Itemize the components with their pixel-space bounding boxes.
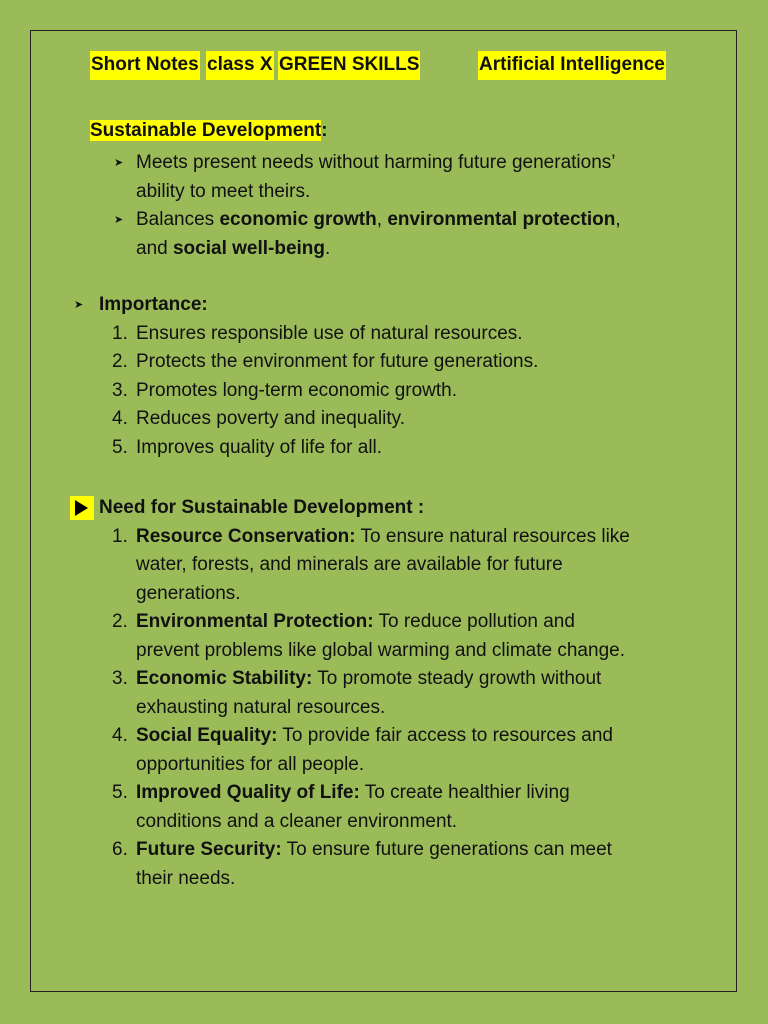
sd-bullet1-line2: ability to meet theirs.	[136, 180, 311, 202]
text-run: To create healthier living	[359, 782, 570, 803]
list-item	[0, 377, 768, 406]
list-item-continuation	[0, 865, 768, 894]
bold-term: Future Security:	[136, 839, 282, 860]
need-item-line2: opportunities for all people.	[136, 753, 365, 775]
need-item-line1	[136, 779, 570, 808]
list-item	[0, 206, 768, 235]
need-item-line2: exhausting natural resources.	[136, 696, 386, 718]
bold-term: Social Equality:	[136, 725, 278, 746]
need-item-line1	[136, 608, 575, 637]
importance-section	[0, 291, 768, 462]
list-item	[0, 320, 768, 349]
sd-title-colon: :	[321, 120, 328, 141]
list-number: 1.	[112, 525, 128, 547]
bold-term: Resource Conservation:	[136, 525, 356, 547]
bold-term: social well-being	[172, 237, 326, 259]
text-run: ,	[376, 209, 388, 230]
section-heading-row	[0, 494, 768, 523]
text-run: To ensure natural resources like	[355, 525, 630, 547]
sd-bullet2-line2	[136, 235, 330, 264]
list-number: 6.	[112, 839, 128, 860]
list-item	[0, 149, 768, 178]
list-item-continuation	[0, 694, 768, 723]
header-subject: Artificial Intelligence	[478, 51, 666, 80]
highlighted-arrow-icon	[70, 496, 94, 520]
bold-term: environmental protection	[387, 209, 616, 230]
list-item-continuation	[0, 637, 768, 666]
text-run: To provide fair access to resources and	[277, 725, 613, 746]
importance-item: Promotes long-term economic growth.	[136, 379, 458, 401]
header-green-skills: GREEN SKILLS	[278, 51, 420, 80]
arrow-bullet-icon: ➤	[114, 157, 124, 169]
need-item-line1	[136, 523, 630, 552]
need-item-line1	[136, 665, 601, 694]
list-item	[0, 405, 768, 434]
list-number: 3.	[112, 379, 128, 401]
list-number: 4.	[112, 725, 128, 746]
list-number: 1.	[112, 322, 128, 344]
need-title: Need for Sustainable Development :	[99, 497, 425, 518]
section-heading-row	[0, 291, 768, 320]
text-run: To reduce pollution and	[373, 611, 575, 632]
need-item-line1	[136, 836, 612, 865]
list-item-continuation	[0, 580, 768, 609]
list-item	[0, 608, 768, 637]
bold-term: Economic Stability:	[136, 668, 313, 689]
need-item-line2: prevent problems like global warming and climate change.	[136, 639, 625, 661]
list-number: 3.	[112, 668, 128, 689]
sd-bullet-list	[0, 149, 768, 263]
list-item-continuation	[0, 751, 768, 780]
need-item-line2: water, forests, and minerals are available for future	[136, 554, 563, 575]
text-run: To promote steady growth without	[312, 668, 602, 689]
need-item-line2: their needs.	[136, 867, 236, 889]
sd-title-text: Sustainable Development	[90, 120, 322, 141]
list-item	[0, 779, 768, 808]
list-item	[0, 722, 768, 751]
need-item-line2: conditions and a cleaner environment.	[136, 810, 458, 832]
list-item-continuation	[0, 551, 768, 580]
list-number: 2.	[112, 351, 128, 372]
importance-title: Importance:	[99, 294, 208, 315]
bold-term: Environmental Protection:	[136, 611, 374, 632]
text-run: .	[325, 237, 331, 259]
text-run: Balances	[136, 209, 220, 230]
list-item	[0, 665, 768, 694]
text-run: To ensure future generations can meet	[281, 839, 612, 860]
text-run: ,	[615, 209, 621, 230]
importance-item: Ensures responsible use of natural resources.	[136, 322, 523, 344]
sd-bullet2-line1	[136, 206, 621, 235]
bold-term: economic growth	[219, 209, 377, 230]
document-header	[90, 51, 690, 81]
list-item	[0, 434, 768, 463]
header-class: class X	[206, 51, 274, 80]
text-run: and	[136, 237, 173, 259]
arrow-bullet-icon: ➤	[74, 299, 84, 311]
need-item-line3: generations.	[136, 582, 241, 604]
need-item-line1	[136, 722, 613, 751]
section-title-sustainable-development	[90, 117, 328, 146]
importance-item: Reduces poverty and inequality.	[136, 408, 405, 429]
bold-term: Improved Quality of Life:	[136, 782, 360, 803]
list-number: 5.	[112, 782, 128, 803]
list-number: 2.	[112, 611, 128, 632]
list-item	[0, 836, 768, 865]
list-item-continuation	[0, 808, 768, 837]
list-item-continuation	[0, 235, 768, 264]
list-number: 5.	[112, 436, 128, 458]
list-number: 4.	[112, 408, 128, 429]
list-item	[0, 523, 768, 552]
list-item	[0, 348, 768, 377]
sd-bullet1-line1: Meets present needs without harming future generations’	[136, 152, 616, 173]
importance-item: Improves quality of life for all.	[136, 436, 383, 458]
arrow-bullet-icon: ➤	[114, 214, 124, 226]
header-short-notes: Short Notes	[90, 51, 200, 80]
importance-item: Protects the environment for future generations.	[136, 351, 539, 372]
list-item-continuation	[0, 178, 768, 207]
need-section	[0, 494, 768, 893]
